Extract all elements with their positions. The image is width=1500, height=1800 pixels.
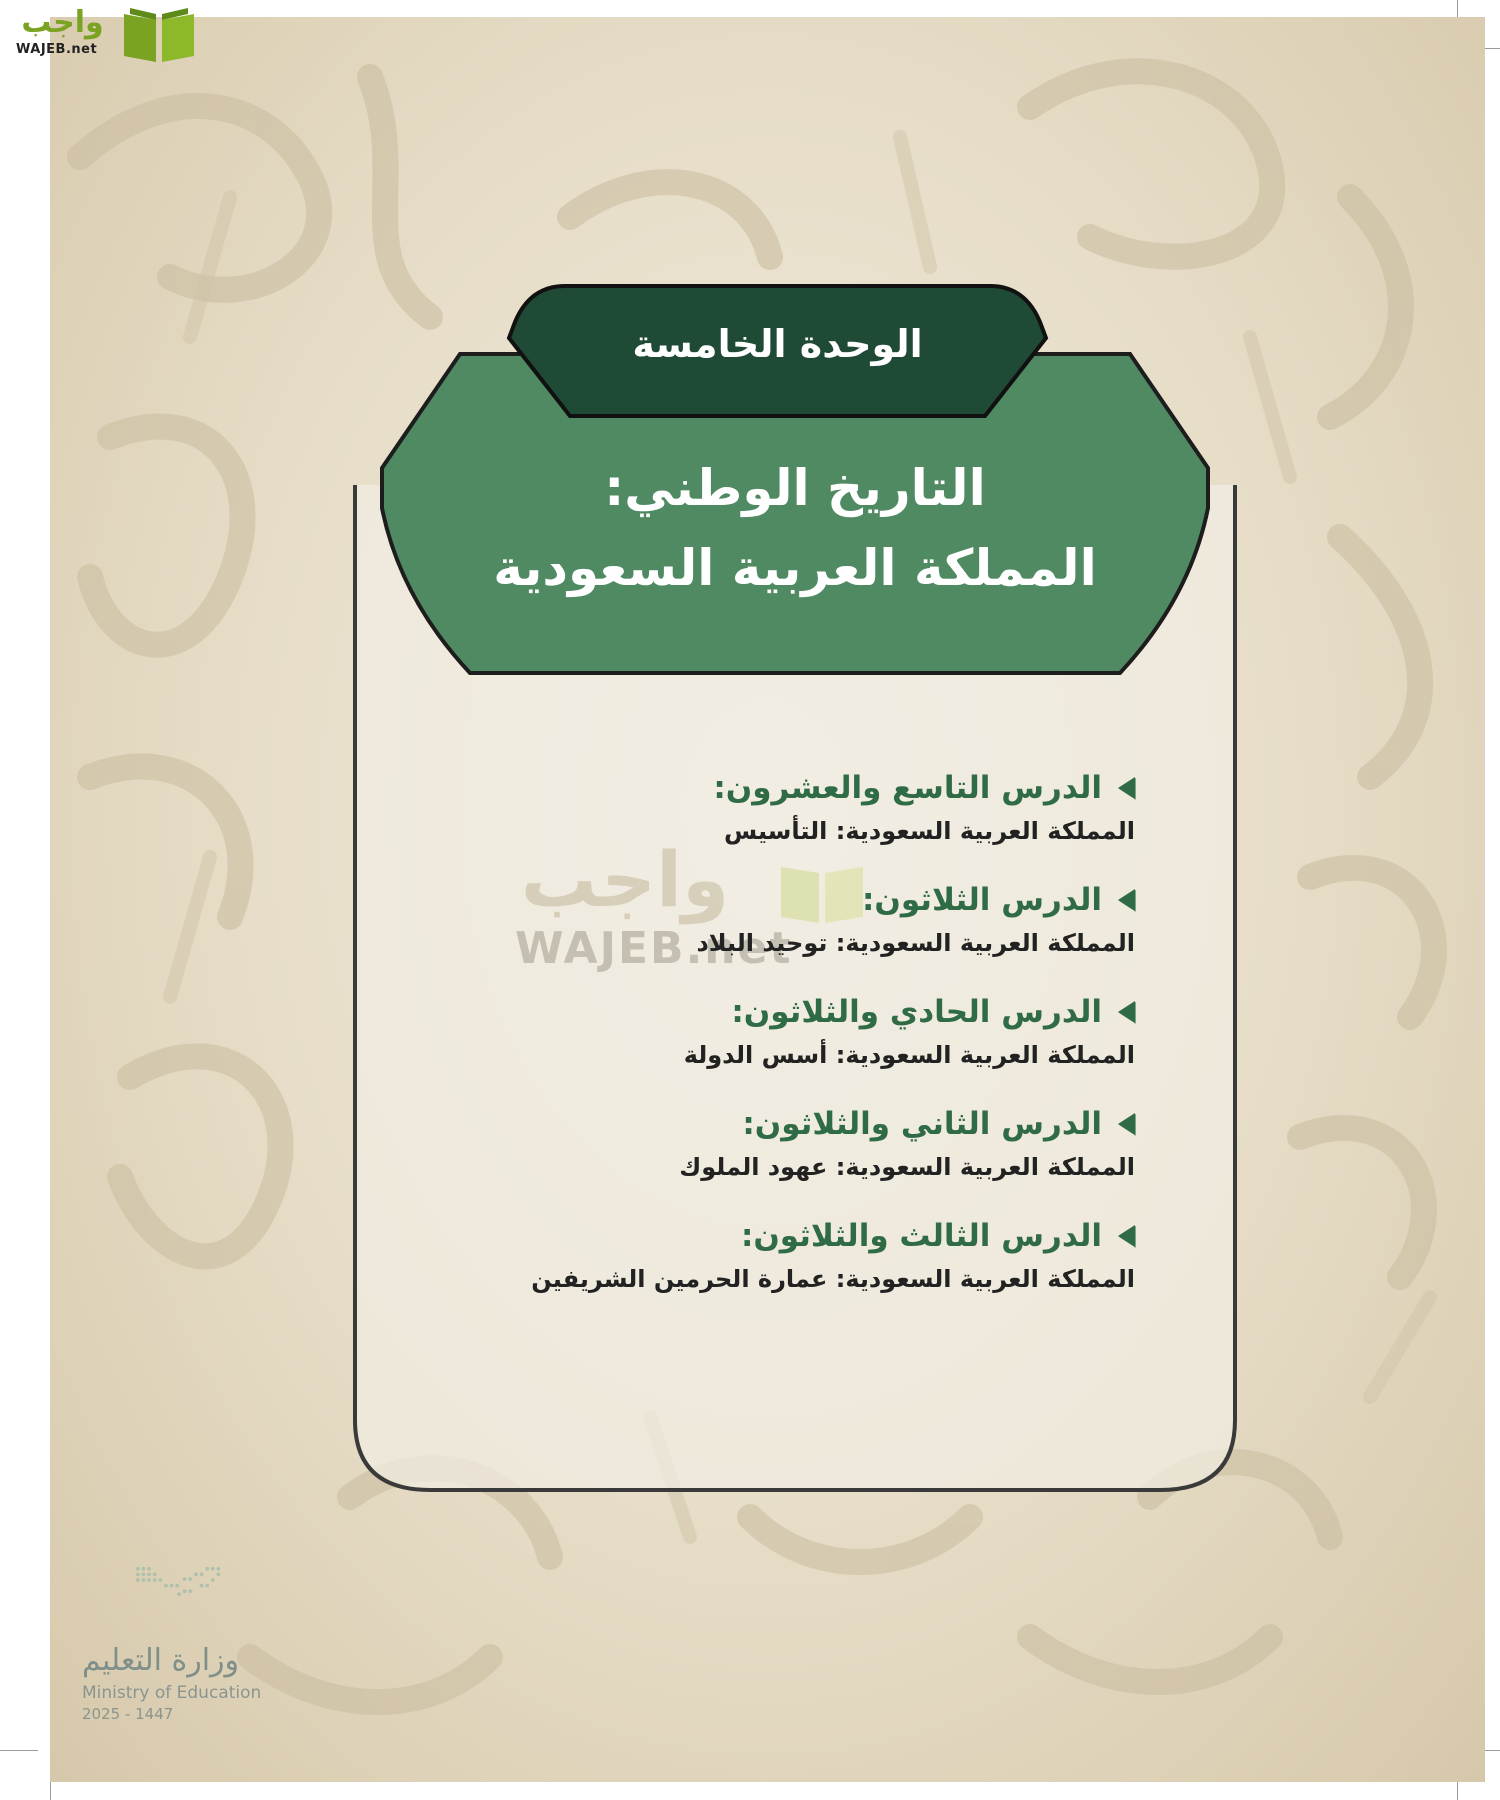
brand-name: واجب xyxy=(21,5,104,40)
lesson-title: الدرس الثالث والثلاثون: xyxy=(740,1218,1102,1254)
lesson-subtitle: المملكة العربية السعودية: توحيد البلاد xyxy=(696,929,1135,957)
triangle-bullet-icon xyxy=(1118,1225,1135,1247)
list-item[interactable] xyxy=(440,989,1135,1075)
triangle-bullet-icon xyxy=(1118,1113,1135,1135)
lesson-subtitle: المملكة العربية السعودية: عمارة الحرمين الشريفين xyxy=(531,1265,1135,1293)
triangle-bullet-icon xyxy=(1118,777,1135,799)
list-item[interactable] xyxy=(440,877,1135,963)
lesson-title: الدرس الثاني والثلاثون: xyxy=(742,1106,1102,1142)
triangle-bullet-icon xyxy=(1118,1001,1135,1023)
watermark-name: واجب xyxy=(520,835,730,924)
list-item[interactable] xyxy=(440,1101,1135,1187)
crop-mark xyxy=(0,1750,38,1751)
triangle-bullet-icon xyxy=(1118,889,1135,911)
lesson-title: الدرس الحادي والثلاثون: xyxy=(731,994,1102,1030)
book-icon xyxy=(120,4,198,64)
list-item[interactable] xyxy=(440,765,1135,851)
unit-title-line-2: المملكة العربية السعودية xyxy=(493,539,1097,597)
ministry-name-en: Ministry of Education xyxy=(82,1683,262,1703)
lessons-list xyxy=(440,765,1135,1325)
brand-domain: WAJEB.net xyxy=(16,42,98,57)
ministry-logo-icon xyxy=(80,1565,280,1640)
unit-label: الوحدة الخامسة xyxy=(632,322,923,366)
ministry-year: 2025 - 1447 xyxy=(82,1705,174,1723)
ministry-name-ar: وزارة التعليم xyxy=(82,1643,240,1678)
lesson-title: الدرس الثلاثون: xyxy=(862,882,1102,918)
lesson-title: الدرس التاسع والعشرون: xyxy=(713,770,1102,806)
watermark-domain: WAJEB.net xyxy=(515,923,793,974)
lesson-subtitle: المملكة العربية السعودية: عهود الملوك xyxy=(679,1153,1135,1181)
brand-logo[interactable] xyxy=(10,4,190,64)
list-item[interactable] xyxy=(440,1213,1135,1299)
lesson-subtitle: المملكة العربية السعودية: أسس الدولة xyxy=(683,1041,1135,1069)
unit-title-line-1: التاريخ الوطني: xyxy=(604,459,986,517)
lesson-subtitle: المملكة العربية السعودية: التأسيس xyxy=(724,817,1135,845)
